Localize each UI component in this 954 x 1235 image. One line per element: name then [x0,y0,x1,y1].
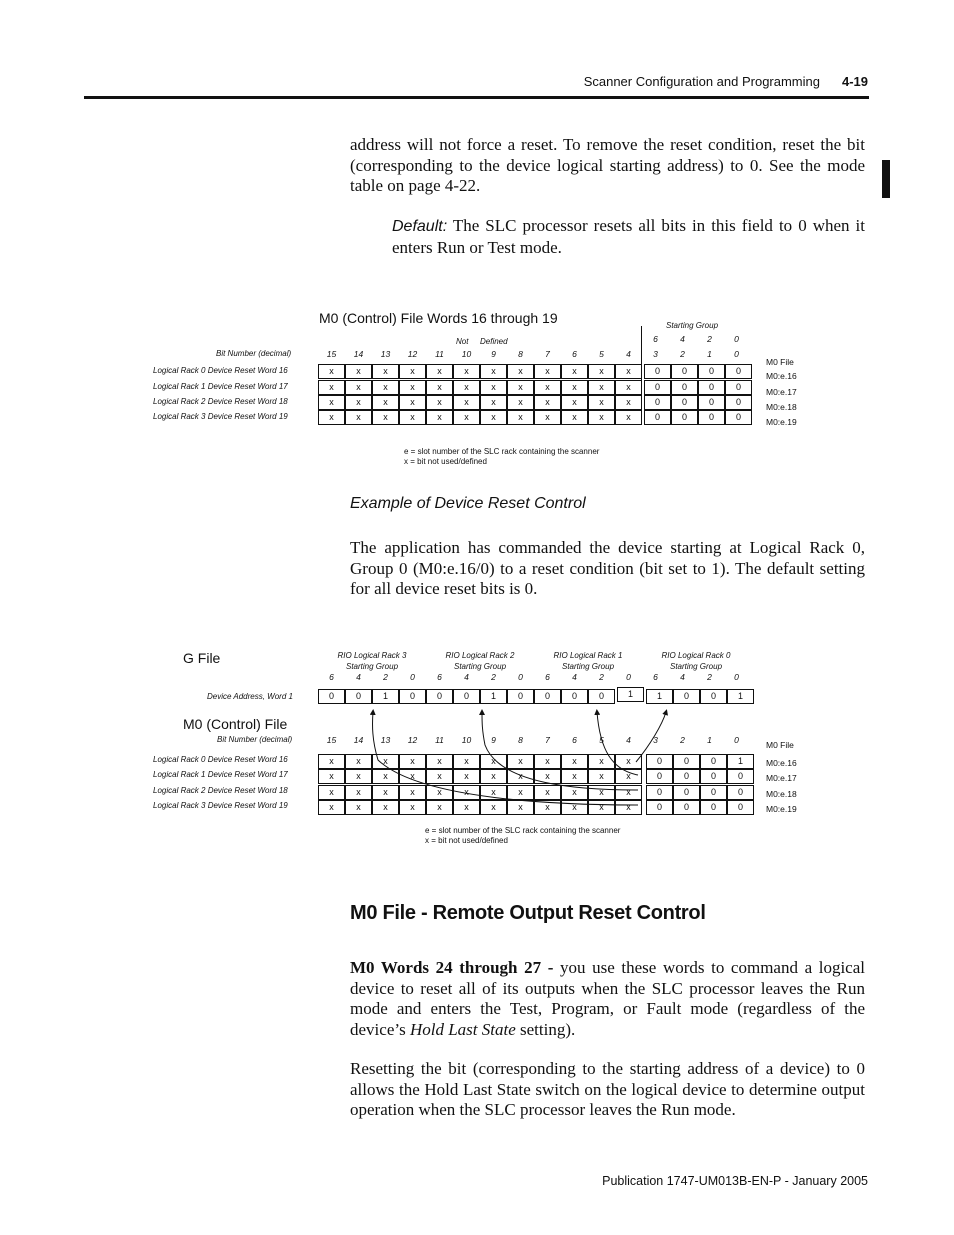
bit-cell: x [453,395,480,410]
bit-cell: x [534,410,561,425]
bit-cell: 0 [646,800,673,815]
bit-cell: x [534,364,561,379]
bit-cell: x [426,754,453,769]
bit-cell: x [561,380,588,395]
group-number: 0 [518,672,523,682]
bit-number: 15 [326,735,337,745]
bit-cell: x [345,769,372,784]
group-number: 6 [653,334,658,344]
group-number: 6 [545,672,550,682]
default-text: The SLC processor resets all bits in this field to 0 when it enters Run or Test mode. [392,216,865,257]
bit-cell: x [561,769,588,784]
device-address-bit: 0 [345,689,372,704]
bit-cell: x [615,800,642,815]
bit-cell: x [372,410,399,425]
bit-cell: x [588,754,615,769]
bit-cell: x [318,410,345,425]
bit-cell: 0 [644,364,671,379]
bit-cell: x [399,769,426,784]
bit-cell: x [480,364,507,379]
bit-cell: x [318,769,345,784]
bit-number: 1 [707,349,712,359]
bit-cell: x [507,364,534,379]
device-address-bit: 0 [700,689,727,704]
bit-cell: x [480,785,507,800]
bit-cell: x [561,410,588,425]
bit-cell: 0 [727,769,754,784]
intro-paragraph: address will not force a reset. To remove the reset condition, reset the bit (corresponding to the device logical starting address) to 0. See the mode table on page 4-22. [350,135,865,195]
bit-cell: x [453,364,480,379]
device-address-bit: 1 [480,689,507,704]
bit-cell: x [453,380,480,395]
device-address-bit: 0 [507,689,534,704]
bit-cell: x [453,785,480,800]
bit-cell: x [399,364,426,379]
bit-cell: x [507,395,534,410]
group-number: 6 [653,672,658,682]
bit-cell: 1 [727,754,754,769]
bit-number: 9 [491,735,496,745]
bit-cell: x [318,785,345,800]
bit-cell: 0 [671,364,698,379]
bit-cell: 0 [725,364,752,379]
bit-cell: x [507,754,534,769]
bit-cell: x [453,754,480,769]
device-address-bit: 0 [673,689,700,704]
bit-number-label: Bit Number (decimal) [216,349,292,358]
m0-file-label: M0 File [766,357,794,367]
bit-cell: x [345,395,372,410]
group-number: 4 [464,672,469,682]
m0-file-ref: M0:e.16 [766,371,797,381]
row-label: Logical Rack 0 Device Reset Word 16 [153,755,288,764]
bit-cell: 0 [671,410,698,425]
header-title: Scanner Configuration and Programming [583,74,820,89]
bit-cell: 0 [673,785,700,800]
group-number: 6 [329,672,334,682]
bit-cell: x [615,395,642,410]
bit-cell: x [372,800,399,815]
bit-number-label-2: Bit Number (decimal) [217,735,293,744]
bit-cell: x [318,395,345,410]
arrow-rack2 [482,712,638,790]
bit-cell: x [372,395,399,410]
bit-number: 6 [572,735,577,745]
bit-number: 3 [653,735,658,745]
bit-cell: x [480,395,507,410]
group-number: 2 [707,672,712,682]
bit-cell: 0 [698,364,725,379]
bit-cell: x [399,800,426,815]
group-number: 4 [680,672,685,682]
bit-cell: x [318,754,345,769]
rack-group-title: RIO Logical Rack 0 [661,651,731,660]
bit-cell: 0 [673,800,700,815]
bit-cell: x [561,785,588,800]
bit-cell: x [507,785,534,800]
device-address-bit: 1 [646,689,673,704]
section-lead-end: setting). [515,1019,576,1039]
bit-cell: x [426,769,453,784]
rack-group-subtitle: Starting Group [345,662,399,671]
bit-cell: x [480,410,507,425]
bit-cell: 0 [700,769,727,784]
bit-cell: 0 [646,785,673,800]
bit-number: 15 [326,349,337,359]
bit-number: 10 [461,349,472,359]
rack-group-subtitle: Starting Group [561,662,615,671]
row-label: Logical Rack 3 Device Reset Word 19 [153,801,288,810]
bit-cell: 0 [644,395,671,410]
bit-cell: x [615,380,642,395]
device-address-bit: 1 [617,687,644,702]
bit-cell: x [399,754,426,769]
arrow-rack1 [597,712,638,775]
bit-cell: x [615,754,642,769]
group-number: 4 [680,334,685,344]
rack-group-title: RIO Logical Rack 1 [553,651,623,660]
m0-file-ref: M0:e.18 [766,402,797,412]
device-address-bit: 0 [453,689,480,704]
m0-file-ref: M0:e.17 [766,387,797,397]
m0-file-ref: M0:e.17 [766,773,797,783]
bit-cell: x [426,800,453,815]
bit-number: 13 [380,735,391,745]
bit-number: 9 [491,349,496,359]
bit-number: 12 [407,349,418,359]
bit-cell: x [507,410,534,425]
bit-cell: x [534,380,561,395]
group-number: 0 [626,672,631,682]
bit-cell: x [399,785,426,800]
bit-cell: x [372,785,399,800]
bit-number: 4 [626,735,631,745]
bit-cell: x [345,364,372,379]
device-address-bit: 1 [727,689,754,704]
bit-cell: 0 [727,785,754,800]
defined-label: Defined [480,337,508,346]
bit-cell: 0 [671,395,698,410]
bit-number: 11 [435,735,444,745]
figure2-legend-e: e = slot number of the SLC rack containing the scanner [425,826,621,835]
section-lead-italic: Hold Last State [409,1019,516,1039]
bit-cell: x [426,785,453,800]
section-lead-bold: M0 Words 24 through 27 - [350,958,554,977]
bit-number: 10 [461,735,472,745]
device-address-bit: 0 [588,689,615,704]
example-paragraph: The application has commanded the device starting at Logical Rack 0, Group 0 (M0:e.16/0) to a reset condition (bit set to 1). The default setting for all device reset bits is 0. [350,538,865,598]
bit-number: 5 [599,349,604,359]
bit-number: 2 [680,349,685,359]
bit-number: 12 [407,735,418,745]
default-label: Default: [392,218,448,235]
bit-number: 13 [380,349,391,359]
bit-number: 5 [599,735,604,745]
device-address-bit: 0 [534,689,561,704]
bit-number: 7 [545,349,550,359]
bit-cell: x [507,380,534,395]
bit-cell: x [372,769,399,784]
bit-cell: x [588,380,615,395]
bit-cell: x [561,754,588,769]
bit-cell: x [372,754,399,769]
bit-cell: x [345,800,372,815]
bit-cell: x [588,800,615,815]
bit-cell: x [453,800,480,815]
bit-number: 0 [734,735,739,745]
m0-file-label-2: M0 File [766,740,794,750]
bit-cell: 0 [700,754,727,769]
bit-cell: x [345,785,372,800]
section-lead-text: you use these words to command a logical device to reset all of its outputs when the SLC processor leaves the Run mode and enters the Test, Program, or Fault mode (regardless of the device’s [350,958,866,1039]
bit-number: 4 [626,349,631,359]
m0-file-ref: M0:e.19 [766,804,797,814]
bit-cell: 0 [644,380,671,395]
bit-cell: 0 [700,785,727,800]
figure1-legend-x: x = bit not used/defined [404,457,487,466]
bit-cell: 0 [698,395,725,410]
device-address-label: Device Address, Word 1 [207,692,293,701]
m0-file-ref: M0:e.19 [766,417,797,427]
bit-cell: x [345,380,372,395]
bit-cell: x [426,380,453,395]
bit-cell: x [426,364,453,379]
bit-number: 8 [518,735,523,745]
group-number: 4 [356,672,361,682]
device-address-bit: 1 [372,689,399,704]
bit-cell: 0 [673,769,700,784]
figure1-legend-e: e = slot number of the SLC rack containing the scanner [404,447,600,456]
footer-publication: Publication 1747-UM013B-EN-P - January 2005 [602,1174,868,1188]
bit-cell: x [399,395,426,410]
row-label: Logical Rack 2 Device Reset Word 18 [153,397,288,406]
row-label: Logical Rack 1 Device Reset Word 17 [153,770,288,779]
bit-cell: 0 [727,800,754,815]
bit-cell: x [615,364,642,379]
section-heading: M0 File - Remote Output Reset Control [350,902,706,924]
bit-cell: x [588,769,615,784]
group-number: 0 [734,672,739,682]
bit-cell: 0 [646,754,673,769]
bit-cell: x [345,754,372,769]
m0-file-ref: M0:e.18 [766,789,797,799]
row-label: Logical Rack 0 Device Reset Word 16 [153,366,288,375]
bit-cell: x [561,395,588,410]
group-number: 4 [572,672,577,682]
bit-cell: x [426,395,453,410]
bit-cell: x [372,364,399,379]
bit-cell: x [588,410,615,425]
device-address-bit: 0 [426,689,453,704]
bit-cell: x [534,800,561,815]
rack-group-subtitle: Starting Group [669,662,723,671]
bit-number: 7 [545,735,550,745]
bit-cell: x [588,785,615,800]
bit-number: 6 [572,349,577,359]
bit-cell: x [507,800,534,815]
bit-number: 14 [353,735,364,745]
bit-cell: x [372,380,399,395]
bit-cell: x [534,395,561,410]
bit-cell: x [453,769,480,784]
bit-cell: x [615,769,642,784]
row-label: Logical Rack 2 Device Reset Word 18 [153,786,288,795]
bit-cell: x [561,364,588,379]
bit-cell: x [507,769,534,784]
bit-number: 11 [435,349,444,359]
bit-cell: x [399,380,426,395]
group-number: 2 [491,672,496,682]
device-address-bit: 0 [561,689,588,704]
bit-number: 2 [680,735,685,745]
bit-cell: x [588,395,615,410]
starting-group-label: Starting Group [666,321,719,330]
bit-cell: 0 [644,410,671,425]
bit-cell: 0 [725,380,752,395]
not-label: Not [456,337,469,346]
bit-number: 3 [653,349,658,359]
bit-cell: x [615,410,642,425]
rack-group-title: RIO Logical Rack 3 [337,651,407,660]
bit-cell: x [399,410,426,425]
bit-cell: x [534,754,561,769]
row-label: Logical Rack 3 Device Reset Word 19 [153,412,288,421]
bit-cell: x [345,410,372,425]
bit-cell: 0 [700,800,727,815]
bit-cell: x [534,769,561,784]
bit-cell: x [534,785,561,800]
bit-cell: 0 [725,410,752,425]
m0-control-file-label: M0 (Control) File [183,716,288,732]
bit-number: 14 [353,349,364,359]
bit-number: 1 [707,735,712,745]
bit-cell: x [480,769,507,784]
bit-cell: x [480,800,507,815]
row-label: Logical Rack 1 Device Reset Word 17 [153,382,288,391]
rack-group-title: RIO Logical Rack 2 [445,651,515,660]
g-file-label: G File [183,650,221,666]
figure2-legend-x: x = bit not used/defined [425,836,508,845]
arrow-rack0 [636,712,666,762]
bit-cell: x [318,800,345,815]
bit-cell: 0 [698,410,725,425]
bit-cell: x [615,785,642,800]
bit-cell: 0 [673,754,700,769]
bit-cell: x [426,410,453,425]
group-number: 2 [707,334,712,344]
group-number: 0 [734,334,739,344]
bit-cell: x [318,364,345,379]
group-number: 2 [599,672,604,682]
bit-cell: x [561,800,588,815]
bit-number: 8 [518,349,523,359]
bit-cell: 0 [698,380,725,395]
bit-cell: x [480,380,507,395]
page-number: 4-19 [841,74,868,89]
group-number: 2 [383,672,388,682]
device-address-bit: 0 [399,689,426,704]
m0-file-ref: M0:e.16 [766,758,797,768]
rack-group-subtitle: Starting Group [453,662,507,671]
group-number: 0 [410,672,415,682]
bit-cell: 0 [646,769,673,784]
device-address-bit: 0 [318,689,345,704]
bit-number: 0 [734,349,739,359]
bit-cell: x [318,380,345,395]
bit-cell: x [453,410,480,425]
bit-cell: 0 [671,380,698,395]
group-number: 6 [437,672,442,682]
section-paragraph-1 [350,958,865,1040]
bit-cell: x [588,364,615,379]
bit-cell: x [480,754,507,769]
example-heading: Example of Device Reset Control [350,495,586,512]
bit-cell: 0 [725,395,752,410]
figure1-title: M0 (Control) File Words 16 through 19 [319,310,558,326]
section-paragraph-2: Resetting the bit (corresponding to the starting address of a device) to 0 allows the Hold Last State switch on the logical device to determine output operation when the SLC processor leaves the Run mode. [350,1059,865,1119]
